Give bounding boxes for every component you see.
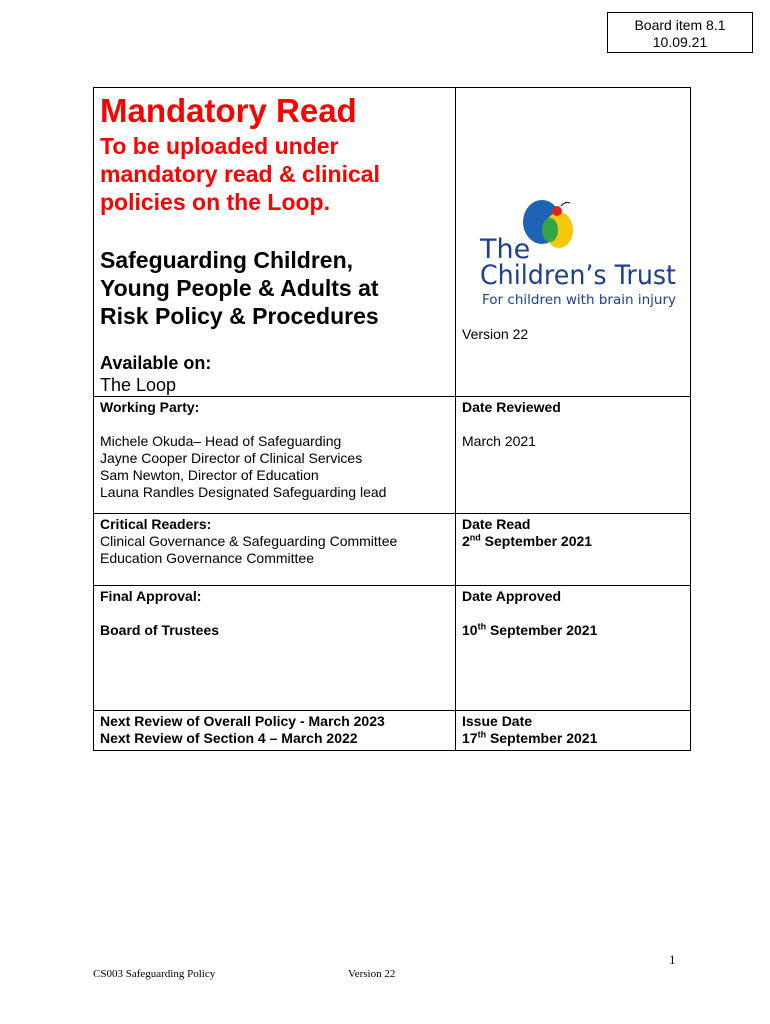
issue-date-cell — [456, 711, 691, 751]
date-approved-month-year: September 2021 — [486, 622, 598, 638]
logo-graphic — [462, 90, 684, 320]
footer-document-code: CS003 Safeguarding Policy — [93, 968, 216, 980]
working-party-member: Jayne Cooper Director of Clinical Services — [100, 450, 363, 466]
logo-line-2: Children’s Trust — [480, 260, 676, 291]
next-review-cell — [94, 711, 456, 751]
policy-title-line-2: Young People & Adults at — [100, 275, 379, 301]
next-review-overall: Next Review of Overall Policy - March 2023 — [100, 713, 385, 729]
issue-date-label: Issue Date — [462, 713, 533, 729]
date-approved-cell — [456, 586, 691, 711]
policy-title-line-3: Risk Policy & Procedures — [100, 303, 379, 329]
final-approval-row — [94, 586, 691, 711]
logo-tagline: For children with brain injury — [482, 293, 677, 308]
issue-date-suffix: th — [477, 729, 487, 740]
childrens-trust-logo — [462, 90, 684, 320]
final-approval-label: Final Approval: — [100, 588, 202, 604]
working-party-cell — [94, 397, 456, 514]
upload-line-1: To be uploaded under — [100, 133, 339, 159]
working-party-member: Michele Okuda– Head of Safeguarding — [100, 433, 342, 449]
cover-table — [93, 87, 691, 751]
upload-line-3: policies on the Loop. — [100, 189, 330, 215]
working-party-member: Launa Randles Designated Safeguarding lead — [100, 484, 387, 500]
working-party-row — [94, 397, 691, 514]
final-approval-cell — [94, 586, 456, 711]
critical-reader-1: Clinical Governance & Safeguarding Committee — [100, 533, 398, 549]
date-read-day: 2 — [462, 533, 470, 549]
footer-version: Version 22 — [348, 968, 396, 980]
working-party-label: Working Party: — [100, 399, 200, 415]
date-approved-suffix: th — [477, 621, 487, 632]
board-item-date: 10.09.21 — [652, 34, 708, 50]
issue-date-day: 17 — [462, 730, 478, 746]
header-right-cell — [456, 88, 691, 397]
version-label: Version 22 — [462, 326, 529, 342]
critical-readers-cell — [94, 514, 456, 586]
page-number: 1 — [669, 952, 676, 967]
available-on-label: Available on: — [100, 353, 212, 373]
mandatory-read-title: Mandatory Read — [100, 92, 357, 129]
critical-reader-2: Education Governance Committee — [100, 550, 314, 566]
next-review-row — [94, 711, 691, 751]
date-reviewed-value: March 2021 — [462, 433, 536, 449]
date-read-value — [462, 533, 684, 550]
date-approved-day: 10 — [462, 622, 478, 638]
date-approved-value — [462, 622, 684, 639]
board-item-number: Board item 8.1 — [634, 17, 726, 33]
date-read-suffix: nd — [469, 532, 481, 543]
issue-date-month-year: September 2021 — [486, 730, 598, 746]
date-read-label: Date Read — [462, 516, 531, 532]
board-item-box — [607, 12, 753, 53]
working-party-member: Sam Newton, Director of Education — [100, 467, 319, 483]
date-read-cell — [456, 514, 691, 586]
logo-line-1: The — [480, 234, 531, 265]
logo-ball-icon — [523, 200, 573, 248]
header-left-cell — [94, 88, 456, 397]
critical-readers-label: Critical Readers: — [100, 516, 212, 532]
date-approved-label: Date Approved — [462, 588, 562, 604]
date-read-month-year: September 2021 — [480, 533, 593, 549]
issue-date-value — [462, 730, 684, 747]
upload-line-2: mandatory read & clinical — [100, 161, 380, 187]
policy-title — [100, 246, 449, 330]
critical-readers-row — [94, 514, 691, 586]
upload-instruction — [100, 132, 449, 216]
policy-title-line-1: Safeguarding Children, — [100, 247, 354, 273]
final-approval-value: Board of Trustees — [100, 622, 220, 638]
next-review-section-4: Next Review of Section 4 – March 2022 — [100, 730, 358, 746]
header-row — [94, 88, 691, 397]
available-on-value: The Loop — [100, 375, 177, 395]
date-reviewed-label: Date Reviewed — [462, 399, 561, 415]
date-reviewed-cell — [456, 397, 691, 514]
